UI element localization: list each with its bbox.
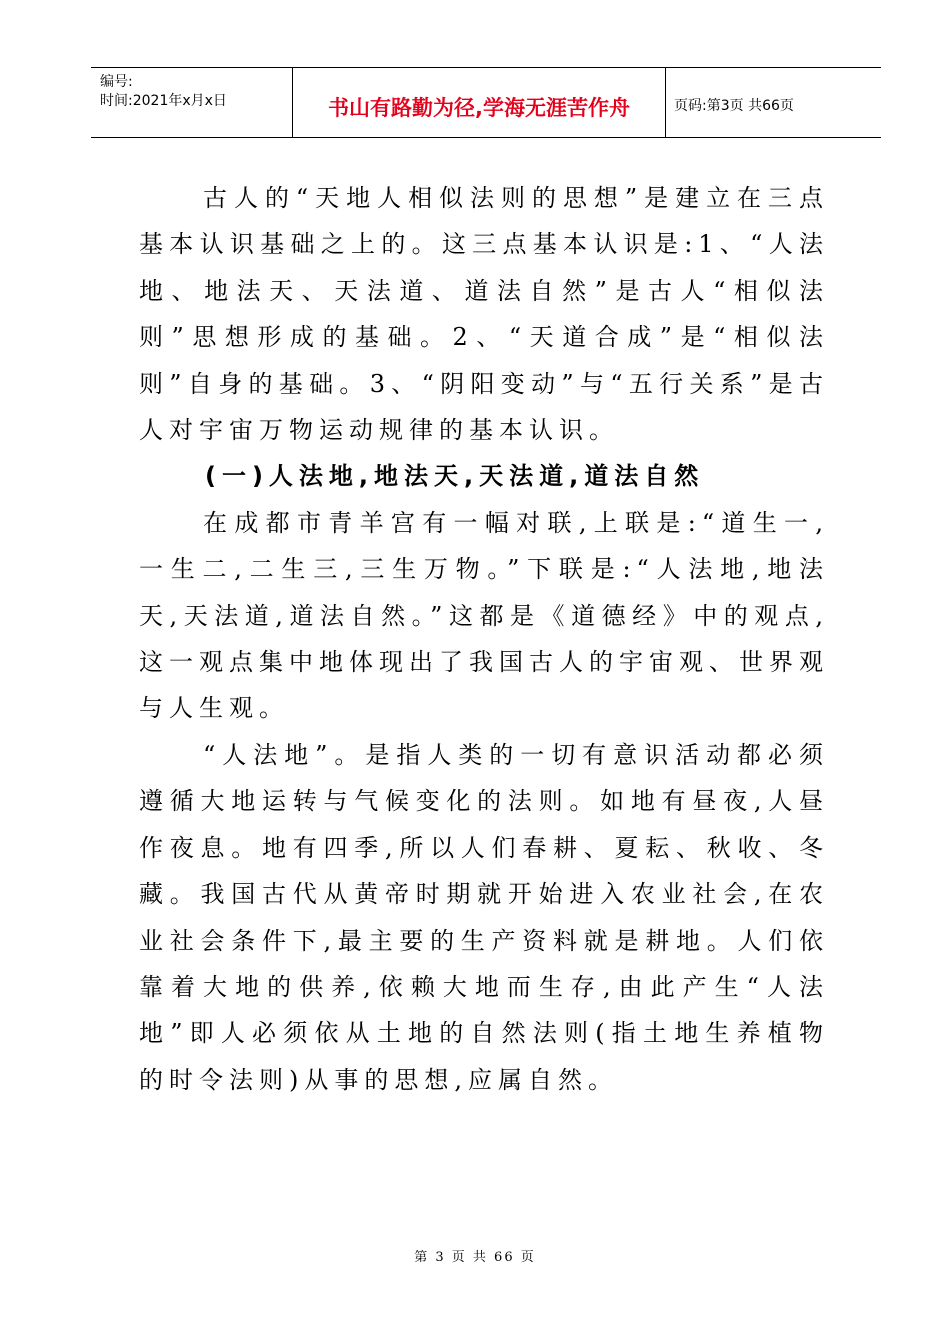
header-meta-cell bbox=[91, 68, 293, 137]
paragraph-ren-fa-di: “人法地”。是指人类的一切有意识活动都必须遵循大地运转与气候变化的法则。如地有昼夜,人昼作夜息。地有四季,所以人们春耕、夏耘、秋收、冬藏。我国古代从黄帝时期就开始进入农业社会,在农业社会条件下,最主要的生产资料就是耕地。人们依靠着大地的供养,依赖大地而生存,由此产生“人法地”即人必须依从土地的自然法则(指土地生养植物的时令法则)从事的思想,应属自然。 bbox=[139, 740, 829, 1094]
document-number-label: 编号: bbox=[100, 74, 133, 90]
header-motto: 书山有路勤为径,学海无涯苦作舟 bbox=[328, 96, 630, 120]
header-motto-cell bbox=[293, 68, 666, 137]
document-time-label: 时间:2021年x月x日 bbox=[100, 93, 227, 109]
page-header bbox=[91, 67, 881, 138]
header-page-cell bbox=[666, 68, 881, 137]
document-body bbox=[139, 175, 829, 1103]
header-page-info: 页码:第3页 共66页 bbox=[674, 98, 794, 114]
paragraph-intro: 古人的“天地人相似法则的思想”是建立在三点基本认识基础之上的。这三点基本认识是:1、“人法地、地法天、天法道、道法自然”是古人“相似法则”思想形成的基础。2、“天道合成”是“相似法则”自身的基础。3、“阴阳变动”与“五行关系”是古人对宇宙万物运动规律的基本认识。 bbox=[139, 184, 829, 445]
page-footer: 第 3 页 共 66 页 bbox=[414, 1250, 536, 1265]
section-heading: (一)人法地,地法天,天法道,道法自然 bbox=[205, 462, 705, 491]
paragraph-couplet: 在成都市青羊宫有一幅对联,上联是:“道生一,一生二,二生三,三生万物。”下联是:“人法地,地法天,天法道,道法自然。”这都是《道德经》中的观点,这一观点集中地体现出了我国古人的宇宙观、世界观与人生观。 bbox=[139, 508, 829, 723]
